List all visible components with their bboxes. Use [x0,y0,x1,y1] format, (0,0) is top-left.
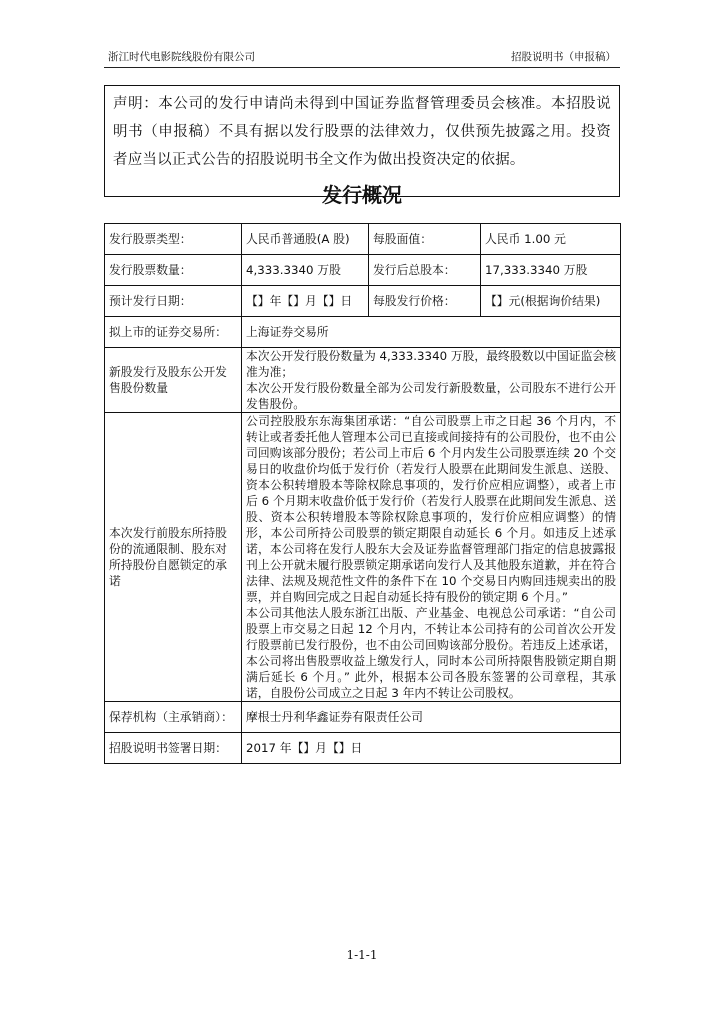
value-stock-type: 人民币普通股(A 股) [242,224,369,255]
value-issue-quantity: 4,333.3340 万股 [242,255,369,286]
table-row [105,286,621,317]
value-issue-date: 【】年【】月【】日 [242,286,369,317]
table-row [105,702,621,733]
lockup-paragraph: 公司控股股东东海集团承诺：“自公司股票上市之日起 36 个月内，不转让或者委托他人管理本公司已直接或间接持有的公司股份，也不由公司回购该部分股份；若公司上市后 6 个月内发生公司股票连续 20 个交易日的收盘价均低于发行价（若发行人股票在此期间发生派息、送股、资本公积转增股本等除权除息事项的，发行价应相应调整），或者上市后 6 个月期末收盘价低于发行价（若发行人股票在此期间发生派息、送股、资本公积转增股本等除权除息事项的，发行价应相应调整）的情形，本公司所持公司股票的锁定期限自动延长 6 个月。如违反上述承诺，本公司将在发行人股东大会及证券监督管理部门指定的信息披露报刊上公开就未履行股票锁定期承诺向发行人及其他股东道歉，并在符合法律、法规及规范性文件的条件下在 10 个交易日内购回违规卖出的股票，并自购回完成之日起自动延长持有股份的锁定期 6 个月。” [246,414,616,604]
label-share-issuance: 新股发行及股东公开发售股份数量 [105,348,242,413]
lockup-paragraph: 本公司其他法人股东浙江出版、产业基金、电视总公司承诺：“自公司股票上市交易之日起 12 个月内，不转让本公司持有的公司首次公开发行股票前已发行股份，也不由公司回购该部分股份。若违反上述承诺，本公司将出售股票收益上缴发行人，同时本公司所持限售股锁定期自期满后延长 6 个月。” 此外，根据本公司各股东签署的公司章程，其承诺，自股份公司成立之日起 3 年内不转让公司股权。 [246,606,616,700]
table-row [105,317,621,348]
label-issue-quantity: 发行股票数量： [105,255,242,286]
label-par-value: 每股面值： [369,224,481,255]
table-row [105,733,621,764]
header-company-name: 浙江时代电影院线股份有限公司 [108,51,255,63]
value-issue-price: 【】元(根据询价结果) [481,286,621,317]
label-stock-type: 发行股票类型： [105,224,242,255]
page-title: 发行概况 [322,183,402,207]
value-exchange: 上海证券交易所 [242,317,621,348]
label-issue-price: 每股发行价格： [369,286,481,317]
label-sponsor: 保荐机构（主承销商）： [105,702,242,733]
label-sign-date: 招股说明书签署日期： [105,733,242,764]
offering-overview-table [104,223,621,764]
share-issuance-paragraph: 本次公开发行股份数量为 4,333.3340 万股，最终股数以中国证监会核准为准； [246,349,616,379]
label-lockup-commitment: 本次发行前股东所持股份的流通限制、股东对所持股份自愿锁定的承诺 [105,413,242,702]
header-document-type: 招股说明书（申报稿） [511,51,616,63]
share-issuance-paragraph: 本次公开发行股份数量全部为公司发行新股数量，公司股东不进行公开发售股份。 [246,381,616,411]
table-row [105,348,621,413]
value-sign-date: 2017 年【】月【】日 [242,733,621,764]
page-header [104,49,620,68]
value-sponsor: 摩根士丹利华鑫证券有限责任公司 [242,702,621,733]
label-total-shares: 发行后总股本： [369,255,481,286]
value-share-issuance [242,348,621,413]
table-row [105,413,621,702]
label-exchange: 拟上市的证券交易所： [105,317,242,348]
value-par-value: 人民币 1.00 元 [481,224,621,255]
label-issue-date: 预计发行日期： [105,286,242,317]
table-row [105,255,621,286]
disclaimer-notice: 声明：本公司的发行申请尚未得到中国证券监督管理委员会核准。本招股说明书（申报稿）不具有据以发行股票的法律效力，仅供预先披露之用。投资者应当以正式公告的招股说明书全文作为做出投资决定的依据。 [104,85,620,197]
value-total-shares: 17,333.3340 万股 [481,255,621,286]
table-row [105,224,621,255]
value-lockup-commitment [242,413,621,702]
page-number: 1-1-1 [346,948,378,962]
